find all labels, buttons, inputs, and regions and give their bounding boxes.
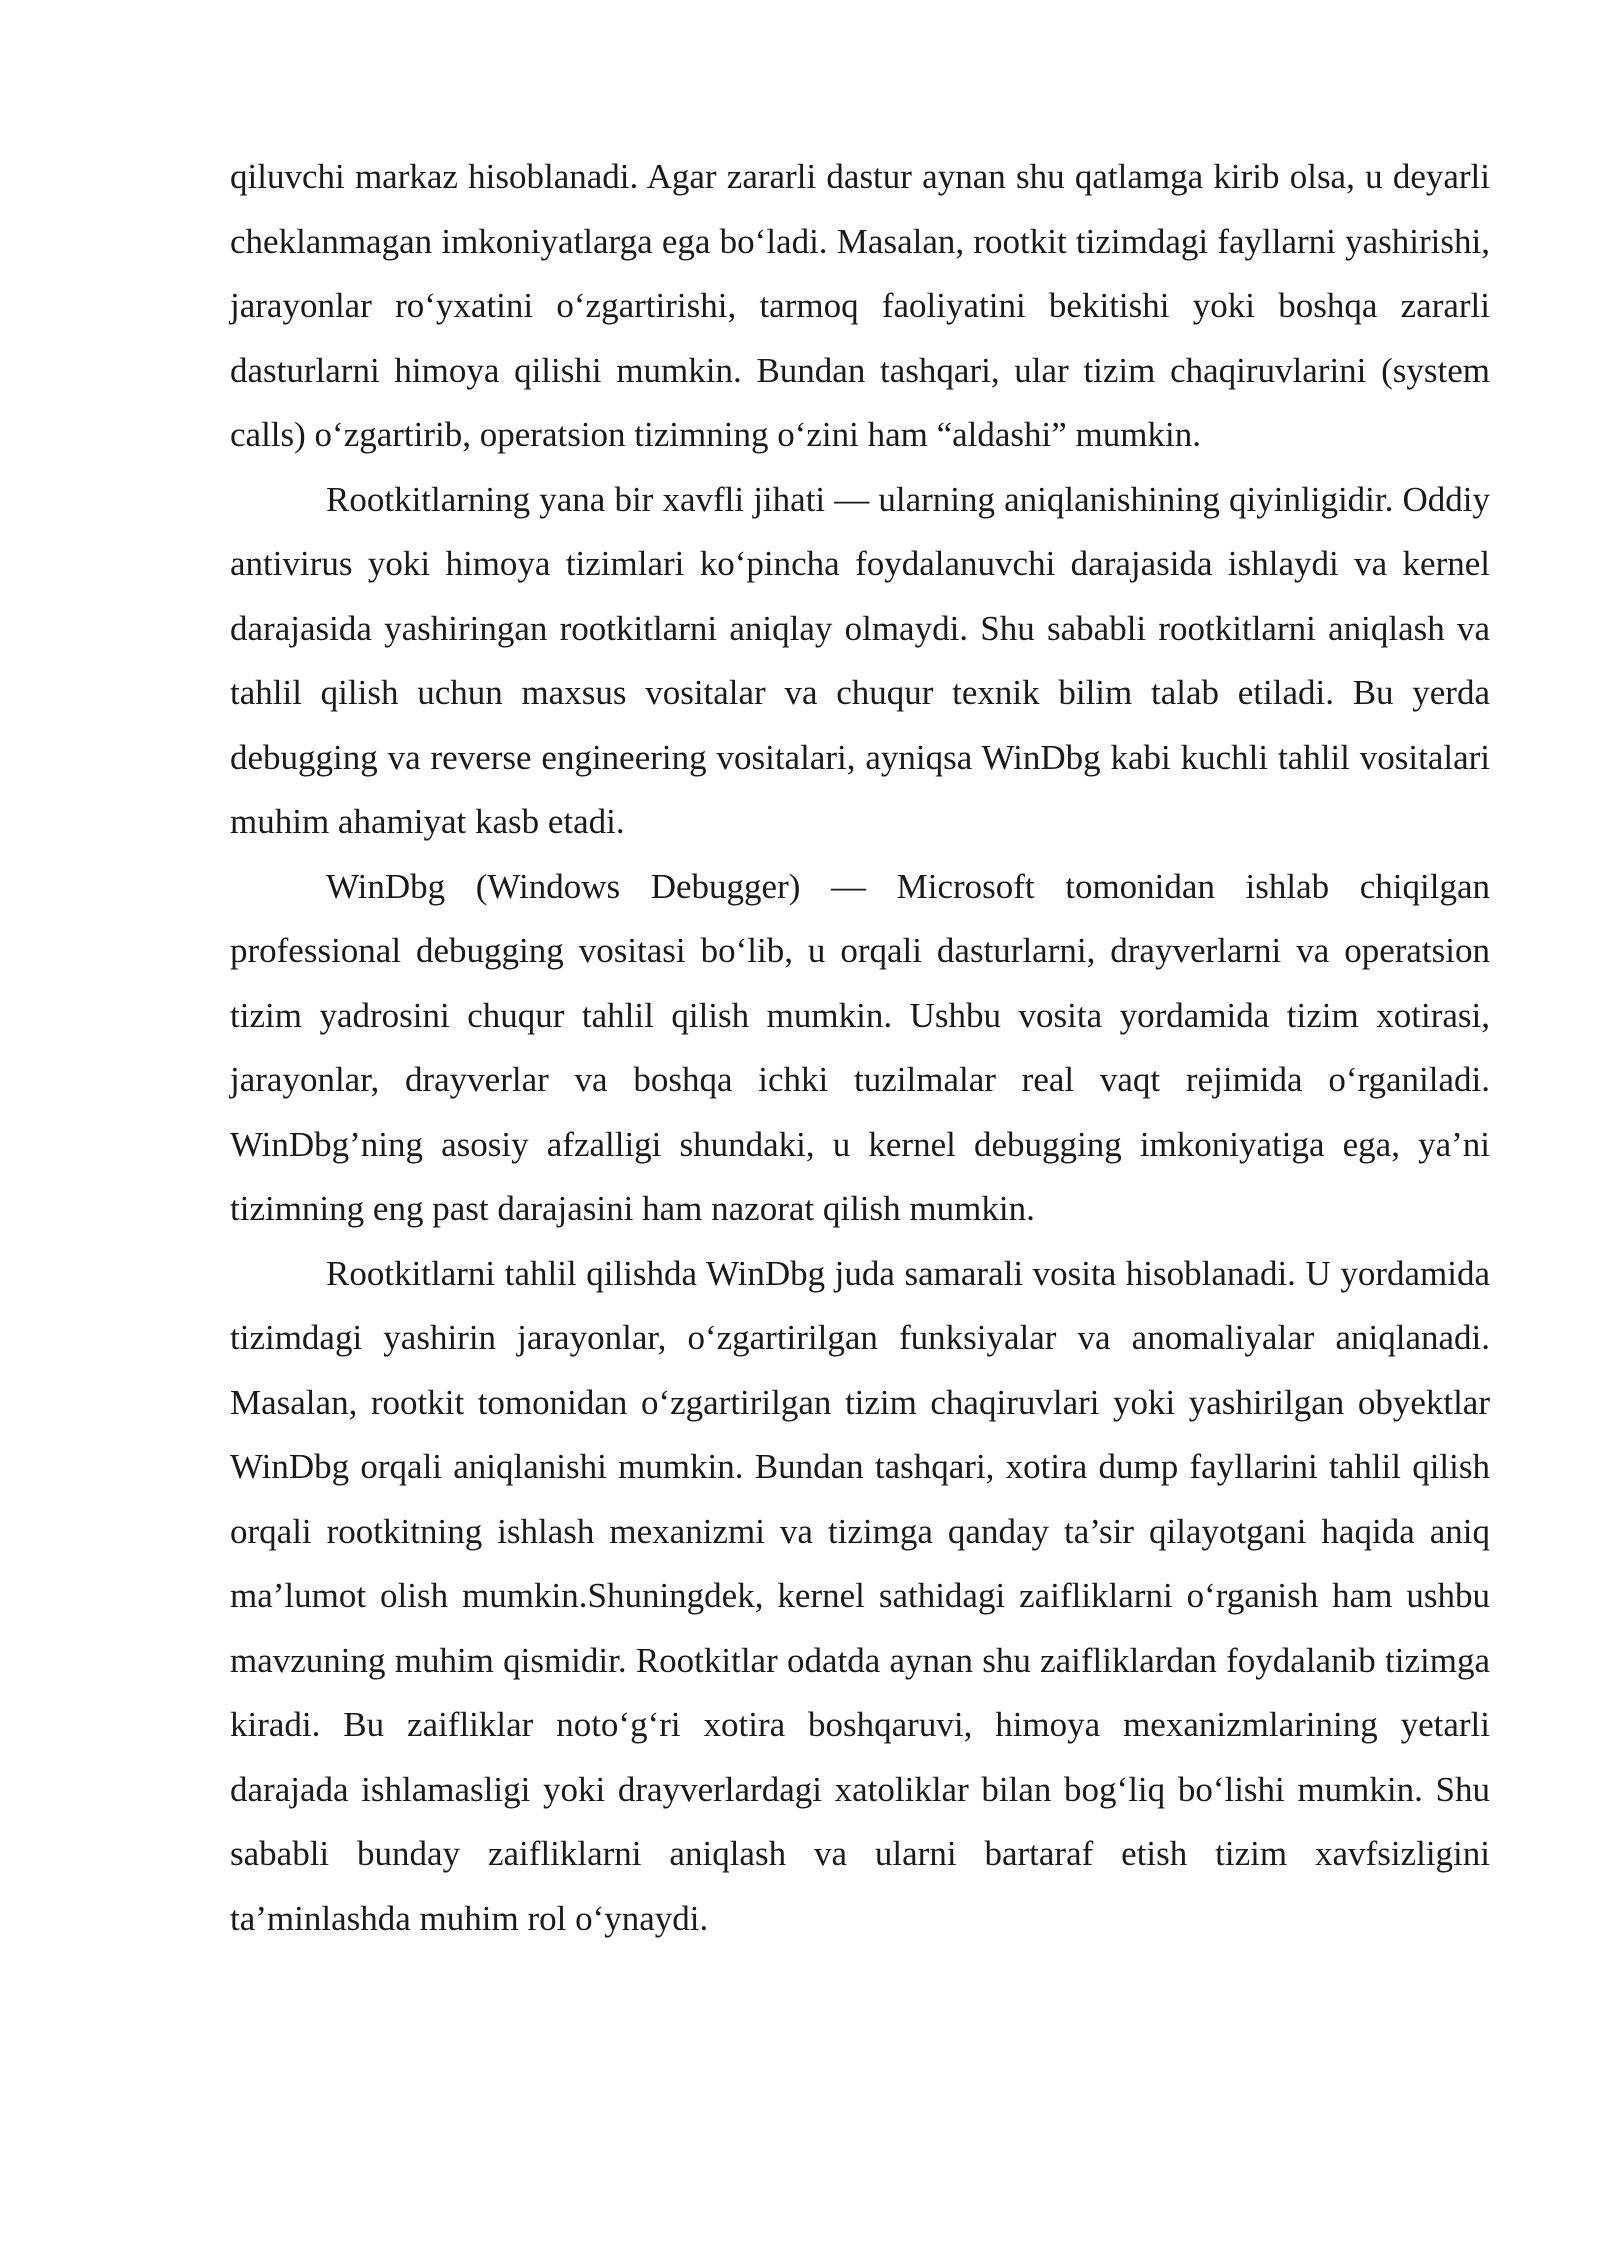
paragraph-3: WinDbg (Windows Debugger) — Microsoft tomonidan ishlab chiqilgan professional debugging vositasi bo‘lib, u orqali dasturlarni, drayverlarni va operatsion tizim yadrosini chuqur tahlil qilish mumkin. Ushbu vosita yordamida tizim xotirasi, jarayonlar, drayverlar va boshqa ichki tuzilmalar real vaqt rejimida o‘rganiladi. WinDbg’ning asosiy afzalligi shundaki, u kernel debugging imkoniyatiga ega, ya’ni tizimning eng past darajasini ham nazorat qilish mumkin. bbox=[230, 866, 1490, 1228]
document-body bbox=[230, 145, 1490, 1951]
paragraph-4: Rootkitlarni tahlil qilishda WinDbg juda samarali vosita hisoblanadi. U yordamida tizimdagi yashirin jarayonlar, o‘zgartirilgan funksiyalar va anomaliyalar aniqlanadi. Masalan, rootkit tomonidan o‘zgartirilgan tizim chaqiruvlari yoki yashirilgan obyektlar WinDbg orqali aniqlanishi mumkin. Bundan tashqari, xotira dump fayllarini tahlil qilish orqali rootkitning ishlash mexanizmi va tizimga qanday ta’sir qilayotgani haqida aniq ma’lumot olish mumkin.Shuningdek, kernel sathidagi zaifliklarni o‘rganish ham ushbu mavzuning muhim qismidir. Rootkitlar odatda aynan shu zaifliklardan foydalanib tizimga kiradi. Bu zaifliklar noto‘g‘ri xotira boshqaruvi, himoya mexanizmlarining yetarli darajada ishlamasligi yoki drayverlardagi xatoliklar bilan bog‘liq bo‘lishi mumkin. Shu sababli bunday zaifliklarni aniqlash va ularni bartaraf etish tizim xavfsizligini ta’minlashda muhim rol o‘ynaydi. bbox=[230, 1253, 1490, 1938]
paragraph-2: Rootkitlarning yana bir xavfli jihati — ularning aniqlanishining qiyinligidir. Oddiy antivirus yoki himoya tizimlari ko‘pincha foydalanuvchi darajasida ishlaydi va kernel darajasida yashiringan rootkitlarni aniqlay olmaydi. Shu sababli rootkitlarni aniqlash va tahlil qilish uchun maxsus vositalar va chuqur texnik bilim talab etiladi. Bu yerda debugging va reverse engineering vositalari, ayniqsa WinDbg kabi kuchli tahlil vositalari muhim ahamiyat kasb etadi. bbox=[230, 479, 1490, 841]
paragraph-1: qiluvchi markaz hisoblanadi. Agar zararli dastur aynan shu qatlamga kirib olsa, u deyarli cheklanmagan imkoniyatlarga ega bo‘ladi. Masalan, rootkit tizimdagi fayllarni yashirishi, jarayonlar ro‘yxatini o‘zgartirishi, tarmoq faoliyatini bekitishi yoki boshqa zararli dasturlarni himoya qilishi mumkin. Bundan tashqari, ular tizim chaqiruvlarini (system calls) o‘zgartirib, operatsion tizimning o‘zini ham “aldashi” mumkin. bbox=[230, 157, 1490, 454]
